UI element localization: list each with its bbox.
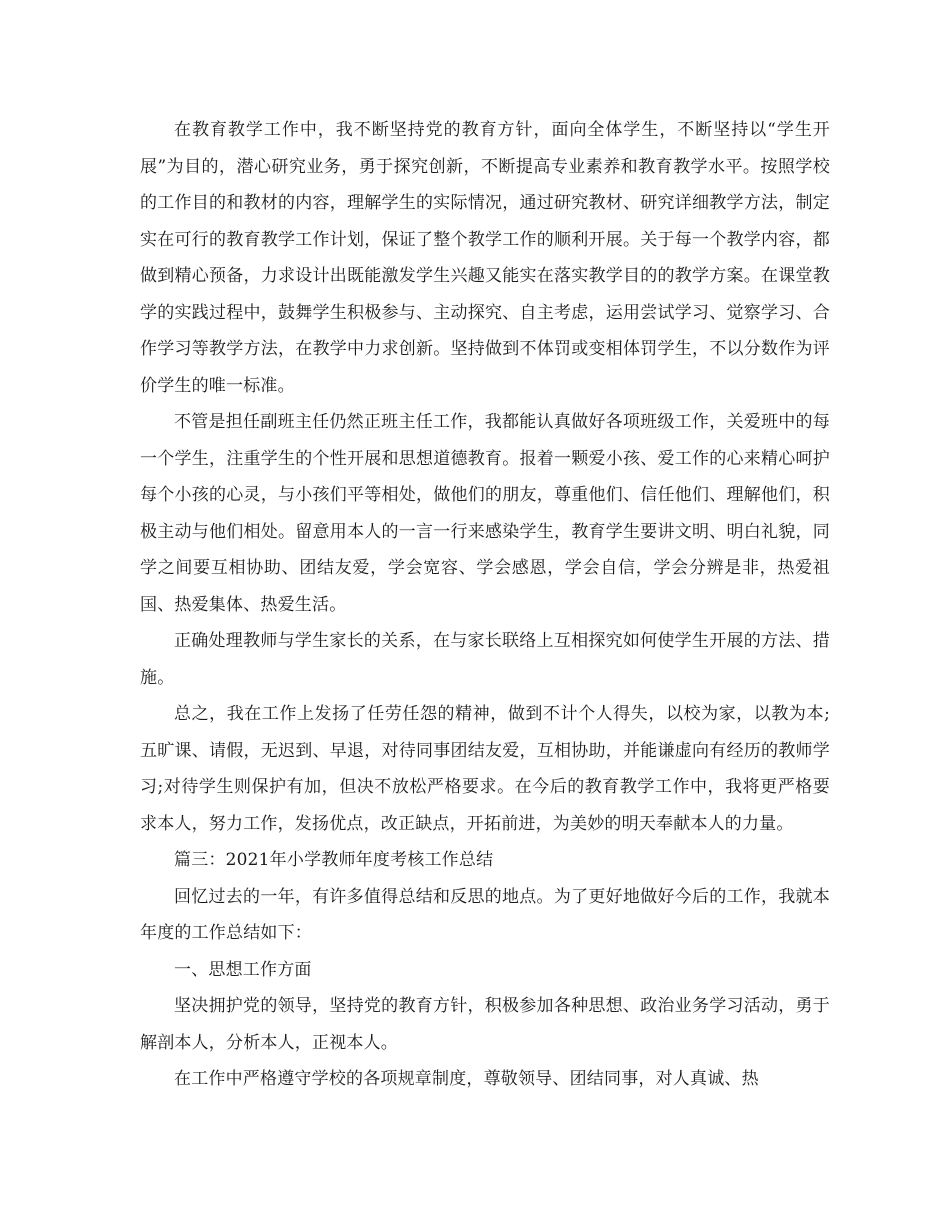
paragraph-party-support: 坚决拥护党的领导，坚持党的教育方针，积极参加各种思想、政治业务学习活动，勇于解剖本人，分析本人，正视本人。 (140, 996, 830, 1053)
paragraph-parent-relations: 正确处理教师与学生家长的关系，在与家长联络上互相探究如何使学生开展的方法、措施。 (140, 631, 830, 688)
subsection-heading: 一、思想工作方面 (174, 959, 312, 980)
paragraph-review-intro: 回忆过去的一年，有许多值得总结和反思的地点。为了更好地做好今后的工作，我就本年度的工作总结如下： (140, 886, 830, 943)
paragraph-class-management: 不管是担任副班主任仍然正班主任工作，我都能认真做好各项班级工作，关爱班中的每一个学生，注重学生的个性开展和思想道德教育。报着一颗爱小孩、爱工作的心来精心呵护每个小孩的心灵，与小孩们平等相处，做他们的朋友，尊重他们、信任他们、理解他们，积极主动与他们相处。留意用本人的一言一行来感染学生，教育学生要讲文明、明白礼貌，同学之间要互相协助、团结友爱，学会宽容、学会感恩，学会自信，学会分辨是非，热爱祖国、热爱集体、热爱生活。 (140, 412, 830, 615)
document-body (140, 112, 830, 1098)
paragraph-conclusion: 总之，我在工作上发扬了任劳任怨的精神，做到不计个人得失，以校为家，以教为本;五旷课、请假，无迟到、早退，对待同事团结友爱，互相协助，并能谦虚向有经历的教师学习;对待学生则保护有加，但决不放松严格要求。在今后的教育教学工作中，我将更严格要求本人，努力工作，发扬优点，改正缺点，开拓前进，为美妙的明天奉献本人的力量。 (140, 704, 830, 834)
paragraph-rules: 在工作中严格遵守学校的各项规章制度，尊敬领导、团结同事，对人真诚、热 (174, 1069, 759, 1089)
section-heading: 篇三：2021年小学教师年度考核工作总结 (174, 850, 494, 870)
paragraph-teaching-work: 在教育教学工作中，我不断坚持党的教育方针，面向全体学生，不断坚持以“学生开展”为目的，潜心研究业务，勇于探究创新，不断提高专业素养和教育教学水平。按照学校的工作目的和教材的内容，理解学生的实际情况，通过研究教材、研究详细教学方法，制定实在可行的教育教学工作计划，保证了整个教学工作的顺利开展。关于每一个教学内容，都做到精心预备，力求设计出既能激发学生兴趣又能实在落实教学目的的教学方案。在课堂教学的实践过程中，鼓舞学生积极参与、主动探究、自主考虑，运用尝试学习、觉察学习、合作学习等教学方法，在教学中力求创新。坚持做到不体罚或变相体罚学生，不以分数作为评价学生的唯一标准。 (140, 120, 830, 396)
